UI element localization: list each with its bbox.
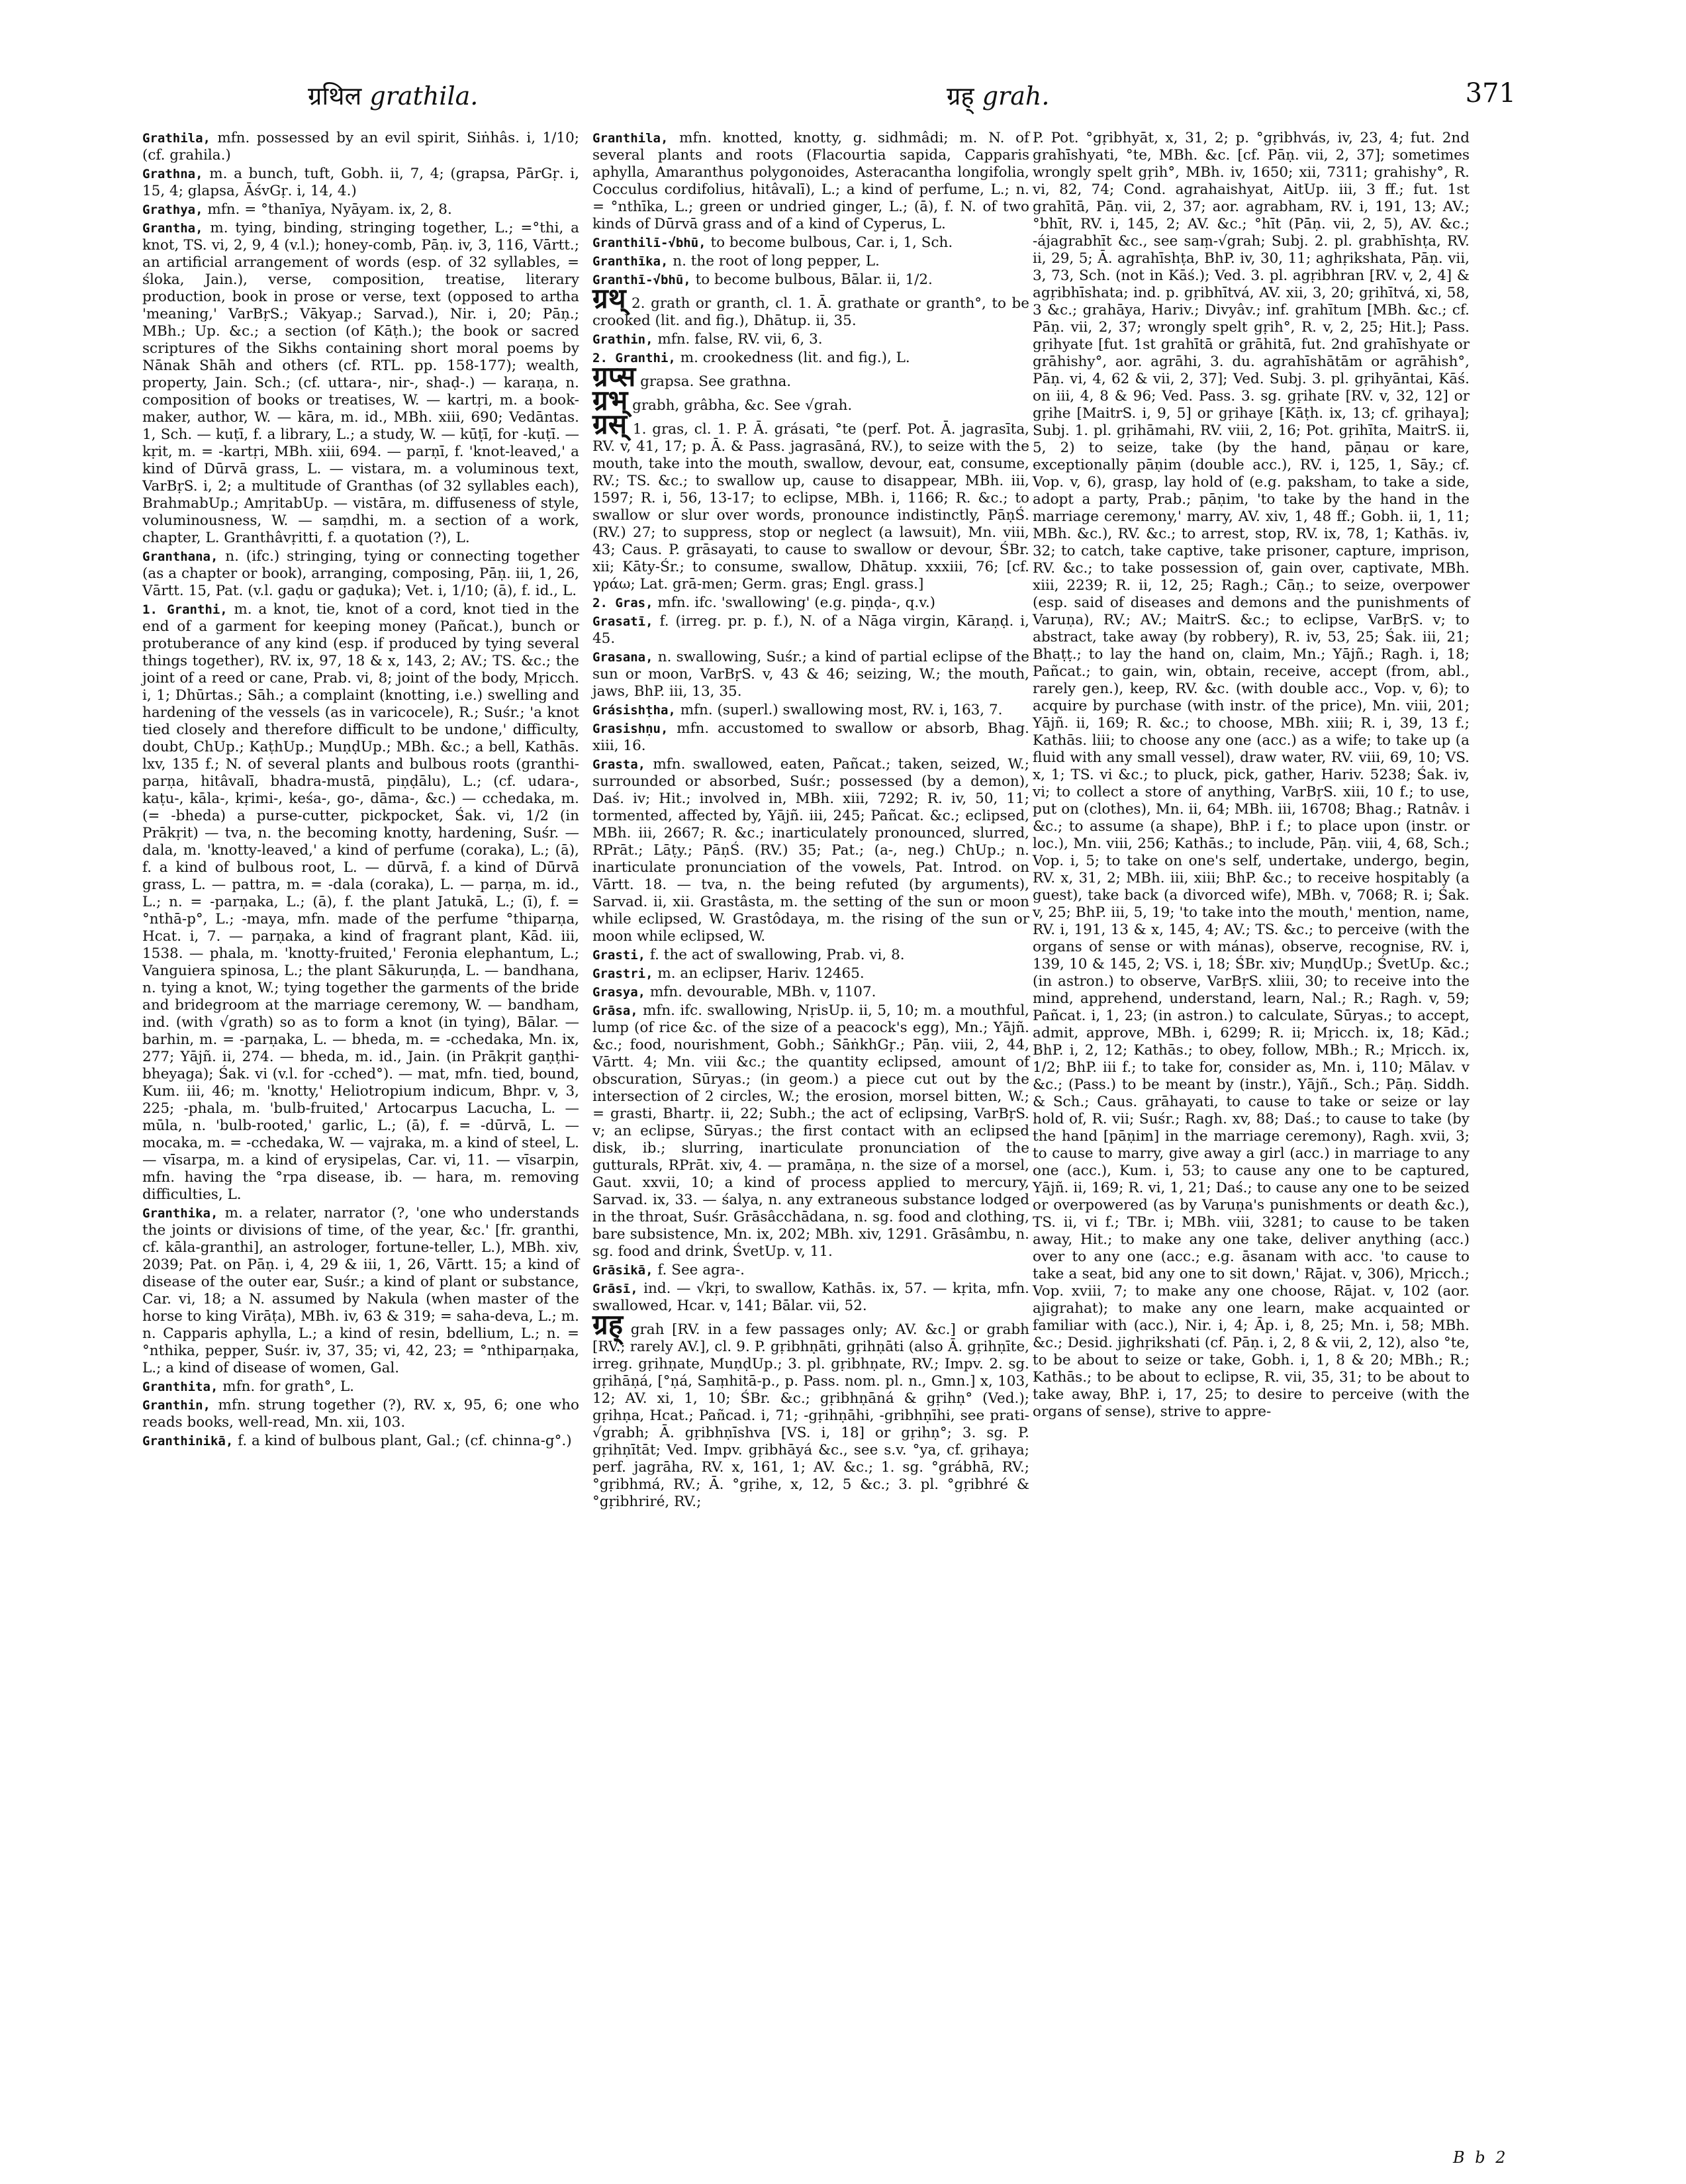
- entry-headword: Granthīka,: [592, 254, 669, 269]
- entry-definition: mfn. for grath°, L.: [222, 1378, 354, 1395]
- signature-mark: B b 2: [1453, 2148, 1509, 2167]
- dictionary-entry: [592, 720, 1029, 755]
- entry-headword: Granthinikā,: [142, 1434, 234, 1448]
- entry-definition: m. an eclipser, Hariv. 12465.: [657, 965, 865, 982]
- dictionary-entry: [592, 253, 1029, 270]
- entry-definition: to become bulbous, Car. i, 1, Sch.: [710, 234, 953, 251]
- entry-definition: mfn. knotted, knotty, g. sidhmâdi; m. N. of several plants and roots (Flacourtia sapida, Capparis aphylla, Amaranthus polygonoides, Asteracantha longifolia, Cocculus cordifolius, hitâvalī), L.; a kind of perfume, L.; n. = °nthīka, L.; green or undried ginger, L.; (ā), f. N. of two kinds of Dūrvā grass and of a kind of Cyperus, L.: [592, 130, 1029, 232]
- entry-headword: Grāsa,: [592, 1004, 638, 1018]
- entry-headword: Grasana,: [592, 650, 653, 665]
- entry-headword: Grasta,: [592, 757, 646, 772]
- dictionary-entry: [592, 613, 1029, 647]
- entry-headword: Granthin,: [142, 1398, 211, 1413]
- entry-definition: grabh, grâbha, &c. See √grah.: [632, 397, 853, 414]
- dictionary-column-3: [1033, 130, 1470, 1422]
- dictionary-entry: [142, 201, 579, 218]
- entry-definition: m. a relater, narrator (?, 'one who understands the joints or divisions of time, of the year, &c.' [fr. granthi, cf. kāla-granthi], an astrologer, fortune-teller, L.), MBh. xiv, 2039; Pat. on Pāṇ. i, 4, 29 & iii, 1, 26, Vārtt. 15; a kind of disease of the outer ear, Suśr.; a kind of plant or substance, Car. vi, 18; a N. assumed by Nakula (when master of the horse to king Virāṭa), MBh. iv, 63 & 319; = saha-deva, L.; m. n. Capparis aphylla, L.; a kind of resin, bdellium, L.; n. = °nthika, pepper, Suśr. iv, 37, 35; vi, 42, 23; = °nthiparṇaka, L.; a kind of disease of women, Gal.: [142, 1205, 579, 1376]
- dictionary-entry: [592, 271, 1029, 289]
- dictionary-entry: [592, 331, 1029, 348]
- entry-headword: Grasya,: [592, 985, 646, 1000]
- entry-headword: Granthilī-√bhū,: [592, 236, 706, 250]
- entry-definition: mfn. (superl.) swallowing most, RV. i, 163, 7.: [680, 702, 1003, 718]
- entry-headword: Grāsikā,: [592, 1263, 653, 1278]
- dictionary-entry: [592, 384, 1029, 416]
- dictionary-entry: [592, 130, 1029, 233]
- dictionary-entry: [592, 649, 1029, 700]
- dictionary-entry: [1033, 130, 1470, 1421]
- center-head-devanagari: ग्रह्: [947, 81, 974, 111]
- entry-headword: Grathna,: [142, 167, 203, 181]
- entry-definition: mfn. devourable, MBh. v, 1107.: [649, 984, 876, 1000]
- entry-definition: f. (irreg. pr. p. f.), N. of a Nāga virgin, Kāraṇḍ. i, 45.: [592, 613, 1029, 647]
- entry-definition: f. a kind of bulbous plant, Gal.; (cf. chinna-g°.): [238, 1433, 572, 1449]
- entry-headword: Grasishṇu,: [592, 722, 669, 736]
- entry-definition: f. the act of swallowing, Prab. vi, 8.: [649, 947, 905, 963]
- dictionary-entry: [592, 234, 1029, 252]
- dictionary-entry: [592, 1280, 1029, 1315]
- root-devanagari: ग्रभ्: [592, 384, 628, 416]
- dictionary-entry: [592, 594, 1029, 612]
- dictionary-entry: [142, 1205, 579, 1377]
- entry-definition: mfn. ifc. 'swallowing' (e.g. piṇḍa-, q.v.): [657, 594, 936, 611]
- entry-headword: Grastri,: [592, 967, 653, 981]
- root-devanagari: ग्रह्: [592, 1308, 623, 1341]
- dictionary-entry: [592, 702, 1029, 719]
- entry-headword: Granthika,: [142, 1206, 218, 1221]
- entry-definition: n. (ifc.) stringing, tying or connecting together (as a chapter or book), arranging, composing, Pāṇ. iii, 1, 26, Vārtt. 15, Pat. (v.l. gaḍu or gaḍuka); Vet. i, 1/10; (ā), f. id., L.: [142, 548, 579, 599]
- left-head-roman: grathila.: [369, 81, 479, 111]
- dictionary-entry: [592, 350, 1029, 367]
- dictionary-entry: [142, 130, 579, 164]
- left-head-devanagari: ग्रथिल: [308, 81, 362, 111]
- entry-definition: mfn. strung together (?), RV. x, 95, 6; one who reads books, well-read, Mn. xii, 103.: [142, 1397, 579, 1431]
- dictionary-entry: [592, 1262, 1029, 1279]
- root-devanagari: ग्रथ्: [592, 282, 626, 314]
- entry-headword: Granthana,: [142, 549, 218, 564]
- entry-definition: m. a bunch, tuft, Gobh. ii, 7, 4; (grapsa, PārGṛ. i, 15, 4; glapsa, ĀśvGṛ. i, 14, 4.): [142, 166, 579, 199]
- entry-definition: P. Pot. °gṛibhyāt, x, 31, 2; p. °gṛibhvás, iv, 23, 4; fut. 2nd grahīshyati, °te, MBh. &c. [cf. Pāṇ. vii, 2, 37]; sometimes wrongly spelt gṛih°, MBh. iv, 1650; xii, 7311; grahishy°, R. vi, 82, 74; Cond. agrahaishyat, AitUp. iii, 3 ff.; fut. 1st grahītā, Pāṇ. vii, 2, 37; aor. agrabham, RV. i, 191, 13; AV.; °bhīt, RV. i, 145, 2; AV. &c.; °hīt (Pāṇ. vii, 2, 5), AV. &c.; -ájagrabhīt &c., see saṃ-√grah; Subj. 2. pl. grabhīshṭa, RV. ii, 29, 5; Ā. agrahīshṭa, BhP. iv, 30, 11; aghṛikshata, Pāṇ. vii, 3, 73, Sch. (not in Kāś.); Ved. 3. pl. agṛibhran [RV. v, 2, 4] & agṛibhīshata; ind. p. gṛibhītvá, AV. xii, 3, 20; gṛihītvá, xi, 58, 3 &c.; grahāya, Hariv.; Divyâv.; inf. grahītum [MBh. &c.; cf. Pāṇ. vii, 2, 37; wrongly spelt gṛih°, R. v, 2, 25; Hit.]; Pass. gṛihyate [fut. 1st grahītā or grāhitā, fut. 2nd grahīshyate or grāhishy°, aor. agrāhi, 3. du. agrahīshātām or agrāhish°, Pāṇ. vi, 4, 62 & vii, 2, 37]; Ved. Subj. 3. pl. gṛihyāntai, Kāś. on iii, 4, 8 & 96; Ved. Pass. 3. sg. gṛihate [RV. v, 32, 12] or gṛihe [MaitrS. i, 9, 5] or gṛihaye [Kāṭh. ix, 13; cf. gṛihaya]; Subj. 1. pl. gṛihāmahi, RV. viii, 2, 16; Pot. gṛihīta, MaitrS. ii, 5, 2) to seize, take (by the hand, pāṇau or kare, exceptionally pāṇim (double acc.), RV. i, 125, 1, Sāy.; cf. Vop. v, 6), grasp, lay hold of (e.g. paksham, to take a side, adopt a party, Prab.; pāṇim, 'to take by the hand in the marriage ceremony,' marry, AV. xiv, 1, 48 ff.; Gobh. ii, 1, 11; MBh. &c.), RV. &c.; to arrest, stop, RV. ix, 78, 1; Kathās. iv, 32; to catch, take captive, take prisoner, capture, imprison, RV. &c.; to take possession of, gain over, captivate, MBh. xiii, 2239; R. ii, 12, 25; Ragh.; Cāṇ.; to seize, overpower (esp. said of diseases and demons and the punishments of Varuṇa), RV.; AV.; MaitrS. &c.; to eclipse, VarBṛS. v; to abstract, take away (by robbery), R. iv, 53, 25; Śak. iii, 21; Bhaṭṭ.; to lay the hand on, claim, Mn.; Yājñ.; Ragh. i, 18; Pañcat.; to gain, win, obtain, receive, accept (from, abl., rarely gen.), keep, RV. &c. (with double acc., Vop. v, 6); to acquire by purchase (with instr. of the price), Mn. viii, 201; Yājñ. ii, 169; R. &c.; to choose, MBh. xiii; R. i, 39, 13 f.; Kathās. liii; to choose any one (acc.) as a wife; to take up (a fluid with any small vessel), draw water, RV. viii, 69, 10; VS. x, 1; TS. vi &c.; to pluck, pick, gather, Hariv. 5238; Śak. iv, vi; to collect a store of anything, VarBṛS. xiii, 10 f.; to use, put on (clothes), Mn. ii, 64; MBh. iii, 16708; Bhag.; Ratnâv. i &c.; to assume (a shape), BhP. i f.; to place upon (instr. or loc.), Mn. viii, 256; Kathās.; to include, Pāṇ. viii, 4, 68, Sch.; Vop. i, 5; to take on one's self, undertake, undergo, begin, RV. x, 31, 2; MBh. iii, xiii; BhP. &c.; to receive hospitably (a guest), take back (a divorced wife), MBh. v, 7068; R. i; Śak. v, 25; BhP. iii, 5, 19; 'to take into the mouth,' mention, name, RV. i, 191, 13 & x, 145, 4; AV.; TS. &c.; to perceive (with the organs of sense or with mánas), observe, recognise, RV. i, 139, 10 & 145, 2; VS. i, 18; ŚBr. xiv; MuṇḍUp.; ŚvetUp. &c.; (in astron.) to observe, VarBṛS. xliii, 30; to receive into the mind, apprehend, understand, learn, Nal.; R.; Ragh. v, 59; Pañcat. i, 1, 23; (in astron.) to calculate, Sūryas.; to accept, admit, approve, MBh. i, 6299; R. ii; Mṛicch. ix, 18; Kād.; BhP. i, 2, 12; Kathās.; to obey, follow, MBh.; R.; Mṛicch. ix, 1/2; BhP. iii f.; to take for, consider as, Mn. i, 110; Mālav. v &c.; (Pass.) to be meant by (instr.), Yājñ., Sch.; Pāṇ. Siddh. & Sch.; Caus. grāhayati, to cause to take or seize or lay hold of, R. vii; Suśr.; Ragh. xv, 88; Daś.; to cause to take (by the hand [pāṇim] in the marriage ceremony), Ragh. xvii, 3; to cause to marry, give away a girl (acc.) in marriage to any one (acc.), Kum. i, 53; to cause any one to be captured, Yājñ. ii, 169; R. vi, 1, 21; Daś.; to cause any one to be seized or overpowered (as by Varuṇa's punishments or death &c.), TS. ii, vi f.; TBr. i; MBh. viii, 3281; to cause to be taken away, Hit.; to make any one take, deliver anything (acc.) over to any one (acc.; e.g. āsanam with acc. 'to cause to take a seat, bid any one to sit down,' Rājat. v, 306), Mṛicch.; Vop. xviii, 7; to make any one choose, Rājat. v, 102 (aor. ajigrahat); to make any one learn, make acquainted or familiar with (acc.), Nir. i, 4; Āp. i, 8, 25; Mn. i, 58; MBh. &c.; Desid. jighṛikshati (cf. Pāṇ. i, 2, 8 & vii, 2, 12), also °te, to be about to seize or take, Gobh. i, 1, 8 & 20; MBh.; R.; Kathās.; to be about to eclipse, R. vii, 35, 31; to be about to take away, BhP. i, 17, 25; to desire to perceive (with the organs of sense), strive to appre-: [1033, 130, 1470, 1420]
- dictionary-entry: [142, 1397, 579, 1431]
- running-header: [142, 78, 1529, 118]
- entry-definition: 1. gras, cl. 1. P. Ā. grásati, °te (perf. Pot. Ā. jagrasīta, RV. v, 41, 17; p. Ā. & Pass. jagrasāná, RV.), to seize with the mouth, take into the mouth, swallow, devour, eat, consume, RV.; TS. &c.; to swallow up, cause to disappear, MBh. iii, 1597; R. i, 56, 13-17; to eclipse, MBh. i, 1166; R. &c.; to swallow or slur over words, pronounce indistinctly, PāṇŚ. (RV.) 27; to suppress, stop or neglect (a lawsuit), Mn. viii, 43; Caus. P. grāsayati, to cause to swallow or devour, ŚBr. xii; Kāty-Śr.; to consume, swallow, Dhātup. xxxiii, 76; [cf. γράω; Lat. grā-men; Germ. gras; Engl. grass.]: [592, 421, 1029, 593]
- dictionary-entry: [142, 601, 579, 1204]
- entry-definition: 2. grath or granth, cl. 1. Ā. grathate or granth°, to be crooked (lit. and fig.), Dhātup. ii, 35.: [592, 295, 1029, 329]
- dictionary-entry: [142, 1378, 579, 1396]
- entry-headword: Grasatī,: [592, 614, 653, 629]
- dictionary-column-2: [592, 130, 1029, 1512]
- entry-headword: Granthī-√bhū,: [592, 273, 691, 287]
- dictionary-column-1: [142, 130, 579, 1451]
- entry-headword: Granthila,: [592, 131, 669, 146]
- entry-headword: 2. Granthi,: [592, 351, 676, 365]
- entry-headword: Grāsī,: [592, 1282, 638, 1296]
- entry-definition: n. swallowing, Suśr.; a kind of partial eclipse of the sun or moon, VarBṛS. v, 43 & 46; seizing, W.; the mouth, jaws, BhP. iii, 13, 35.: [592, 649, 1029, 700]
- center-head-roman: grah.: [982, 81, 1050, 111]
- entry-definition: mfn. accustomed to swallow or absorb, Bhag. xiii, 16.: [592, 720, 1029, 754]
- entry-headword: Grathin,: [592, 332, 653, 347]
- dictionary-entry: [592, 947, 1029, 964]
- entry-definition: f. See agra-.: [657, 1262, 745, 1278]
- entry-definition: grah [RV. in a few passages only; AV. &c.] or grabh [RV.; rarely AV.], cl. 9. P. gṛibhṇāti, gṛihṇāti (also Ā. gṛihṇīte, irreg. gṛihṇate, MuṇḍUp.; 3. pl. gṛibhṇate, RV.; Impv. 2. sg. gṛihāṇá, [°ṇá, Saṃhitā-p., p. Pass. nom. pl. n., Gmn.] x, 103, 12; AV. xi, 1, 10; ŚBr. &c.; gṛibhṇāná & gṛihṇ° (Ved.); gṛihṇa, Hcat.; Pañcad. i, 71; -gṛihṇāhi, -gribhṇīhi, see prati-√grabh; Ā. gṛibhṇīshva [VS. i, 18] or gṛihṇ°; 3. sg. P. gṛihṇītāt; Ved. Impv. gṛibhāyá &c., see s.v. °ya, cf. gṛihaya; perf. jagrāha, RV. x, 161, 1; AV. &c.; 1. sg. °grábhā, RV.; °gṛibhmá, RV.; Ā. °gṛihe, x, 12, 5 &c.; 3. pl. °gṛibhré & °gṛibhriré, RV.;: [592, 1321, 1029, 1510]
- center-running-head: [947, 78, 1049, 113]
- entry-headword: 2. Gras,: [592, 596, 653, 610]
- entry-definition: m. a knot, tie, knot of a cord, knot tied in the end of a garment for keeping money (Pañcat.), bunch or protuberance of any kind (esp. if produced by tying several things together), RV. ix, 97, 18 & x, 143, 2; AV.; TS. &c.; the joint of a reed or cane, Prab. vi, 8; joint of the body, Mṛicch. i, 1; Dhūrtas.; Sāh.; a complaint (knotting, i.e.) swelling and hardening of the vessels (as in varicocele), R.; Suśr.; 'a knot tied closely and therefore difficult to be undone,' difficulty, doubt, ChUp.; KaṭhUp.; MuṇḍUp.; MBh. &c.; a bell, Kathās. lxv, 135 f.; N. of several plants and bulbous roots (granthi-parṇa, hitâvalī, bhadra-mustā, piṇḍālu), L.; (cf. udara-, kaṭu-, kāla-, kṛimi-, keśa-, go-, dāma-, &c.) — cchedaka, m. (= -bheda) a purse-cutter, pickpocket, Śak. vi, 1/2 (in Prākṛit) — tva, n. the becoming knotty, hardening, Suśr. — dala, m. 'knotty-leaved,' a kind of perfume (coraka), L.; (ā), f. a kind of bulbous root, L. — dūrvā, f. a kind of Dūrvā grass, L. — pattra, m. = -dala (coraka), L. — parṇa, m. id., L.; n. = -parṇaka, L.; (ā), f. the plant Jatukā, L.; (ī), f. = °nthā-p°, L.; -maya, mfn. made of the perfume °thiparṇa, Hcat. i, 7. — parṇaka, a kind of fragrant plant, Kād. iii, 1538. — phala, m. 'knotty-fruited,' Feronia elephantum, L.; Vanguiera spinosa, L.; the plant Sākuruṇḍa, L. — bandhana, n. tying a knot, W.; tying together the garments of the bride and bridegroom at the marriage ceremony, W. — bandham, ind. (with √grath) so as to form a knot (in tying), Bālar. — barhin, m. = -parṇaka, L. — bheda, m. = -cchedaka, Mn. ix, 277; Yājñ. ii, 274. — bheda, m. id., Jain. (in Prākṛit gaṇṭhi-bheyaga); Śak. vi (v.l. for -cched°). — mat, mfn. tied, bound, Kum. iii, 46; m. 'knotty,' Heliotropium indicum, Bhpr. v, 3, 225; -phala, m. 'bulb-fruited,' Artocarpus Lacucha, L. — mūla, n. 'bulb-rooted,' garlic, L.; (ā), f. = -dūrvā, L. — mocaka, m. = -cchedaka, W. — vajraka, m. a kind of steel, L. — vīsarpa, m. a kind of erysipelas, Car. vi, 11. — vīsarpin, mfn. having the °rpa disease, ib. — hara, m. removing difficulties, L.: [142, 601, 579, 1203]
- root-devanagari: ग्रस्: [592, 408, 628, 440]
- entry-headword: Grathya,: [142, 203, 203, 217]
- dictionary-entry: [592, 756, 1029, 945]
- entry-definition: mfn. swallowed, eaten, Pañcat.; taken, seized, W.; surrounded or absorbed, Suśr.; possessed (by a demon), Daś. iv; Hit.; involved in, MBh. xiii, 7292; R. iv, 50, 11; tormented, affected by, Yājñ. iii, 245; Pañcat. &c.; eclipsed, MBh. iii, 2667; R. &c.; inarticulately pronounced, slurred, RPrāt.; Lāṭy.; PāṇŚ. (RV.) 35; Pat.; (a-, neg.) ChUp.; n. inarticulate pronunciation of the vowels, Pat. Introd. on Vārtt. 18. — tva, n. the being refuted (by arguments), Sarvad. ii, xii. Grastâsta, m. the setting of the sun or moon while eclipsed, W. Grastôdaya, m. the rising of the sun or moon while eclipsed, W.: [592, 756, 1029, 945]
- entry-definition: m. tying, binding, stringing together, L.; =°thi, a knot, TS. vi, 2, 9, 4 (v.l.); honey-comb, Pāṇ. iv, 3, 116, Vārtt.; an artificial arrangement of words (esp. of 32 syllables, = śloka, Jain.), verse, composition, treatise, literary production, book in prose or verse, text (opposed to artha 'meaning,' VarBṛS.; Vākyap.; Sarvad.), Nir. i, 20; Pāṇ.; MBh.; Up. &c.; a section (of Kāṭh.); the book or sacred scriptures of the Sikhs containing short moral poems by Nānak Shāh and others (cf. RTL. pp. 158-177); wealth, property, Jain. Sch.; (cf. uttara-, nir-, shaḍ-.) — karaṇa, n. composition of books or treatises, W. — kartṛi, m. a book-maker, author, W. — kāra, m. id., MBh. xiii, 690; Vedāntas. 1, Sch. — kuṭī, f. a library, L.; a study, W. — kūṭī, for -kuṭī. — kṛit, m. = -kartṛi, MBh. xiii, 694. — parṇī, f. 'knot-leaved,' a kind of Dūrvā grass, L. — vistara, m. a voluminous text, VarBṛS. i, 2; a multitude of Granthas (of 32 syllables each), BrahmabUp.; AmṛitabUp. — vistāra, m. diffuseness of style, voluminousness, W. — saṃdhi, m. a section of a work, chapter, L. Granthâvṛitti, f. a quotation (?), L.: [142, 220, 579, 546]
- entry-definition: m. crookedness (lit. and fig.), L.: [680, 350, 910, 366]
- entry-definition: mfn. possessed by an evil spirit, Siṅhâs. i, 1/10; (cf. grahila.): [142, 130, 580, 164]
- dictionary-entry: [142, 548, 579, 600]
- entry-headword: Granthita,: [142, 1380, 218, 1394]
- entry-headword: 1. Granthi,: [142, 602, 228, 617]
- dictionary-entry: [142, 1433, 579, 1450]
- entry-definition: to become bulbous, Bālar. ii, 1/2.: [695, 271, 933, 288]
- entry-headword: Grathila,: [142, 131, 211, 146]
- entry-definition: grapsa. See grathna.: [640, 373, 792, 390]
- root-devanagari: ग्रप्स: [592, 360, 636, 393]
- entry-definition: mfn. ifc. swallowing, NṛisUp. ii, 5, 10; m. a mouthful, lump (of rice &c. of the size of a peacock's egg), Mn.; Yājñ. &c.; food, nourishment, Gobh.; SāṅkhGṛ.; Pāṇ. viii, 2, 44, Vārtt. 4; Mn. viii &c.; the quantity eclipsed, amount of obscuration, Sūryas.; (in geom.) a piece cut out by the intersection of 2 circles, W.; the erosion, morsel bitten, W.; = grasti, Bhartṛ. ii, 22; Subh.; the act of eclipsing, VarBṛS. v; an eclipse, Sūryas.; the first contact with an eclipsed disk, ib.; slurring, inarticulate pronunciation of the gutturals, RPrāt. xiv, 4. — pramāṇa, n. the size of a morsel, Gaut. xxvii, 10; a kind of process applied to mercury, Sarvad. ix, 33. — śalya, n. any extraneous substance lodged in the throat, Suśr. Grāsâcchādana, n. sg. food and clothing, bare subsistence, Mn. ix, 202; MBh. xiv, 1291. Grāsâmbu, n. sg. food and drink, ŚvetUp. v, 11.: [592, 1002, 1029, 1260]
- entry-definition: mfn. false, RV. vii, 6, 3.: [657, 331, 823, 348]
- left-running-head: [308, 78, 478, 113]
- entry-definition: ind. — √kṛi, to swallow, Kathās. ix, 57. — kṛita, mfn. swallowed, Hcar. v, 141; Bālar. vii, 52.: [592, 1280, 1029, 1314]
- dictionary-entry: [592, 965, 1029, 982]
- dictionary-entry: [592, 408, 1029, 593]
- dictionary-entry: [592, 984, 1029, 1001]
- entry-headword: Grantha,: [142, 221, 203, 236]
- entry-definition: n. the root of long pepper, L.: [673, 253, 880, 269]
- dictionary-entry: [142, 220, 579, 547]
- entry-headword: Grasti,: [592, 948, 646, 963]
- page-number: 371: [1465, 78, 1516, 109]
- entry-definition: mfn. = °thanīya, Nyāyam. ix, 2, 8.: [207, 201, 452, 218]
- dictionary-entry: [142, 166, 579, 200]
- entry-headword: Grásishṭha,: [592, 703, 676, 718]
- dictionary-entry: [592, 360, 1029, 393]
- dictionary-entry: [592, 1308, 1029, 1511]
- dictionary-entry: [592, 1002, 1029, 1260]
- dictionary-entry: [592, 282, 1029, 330]
